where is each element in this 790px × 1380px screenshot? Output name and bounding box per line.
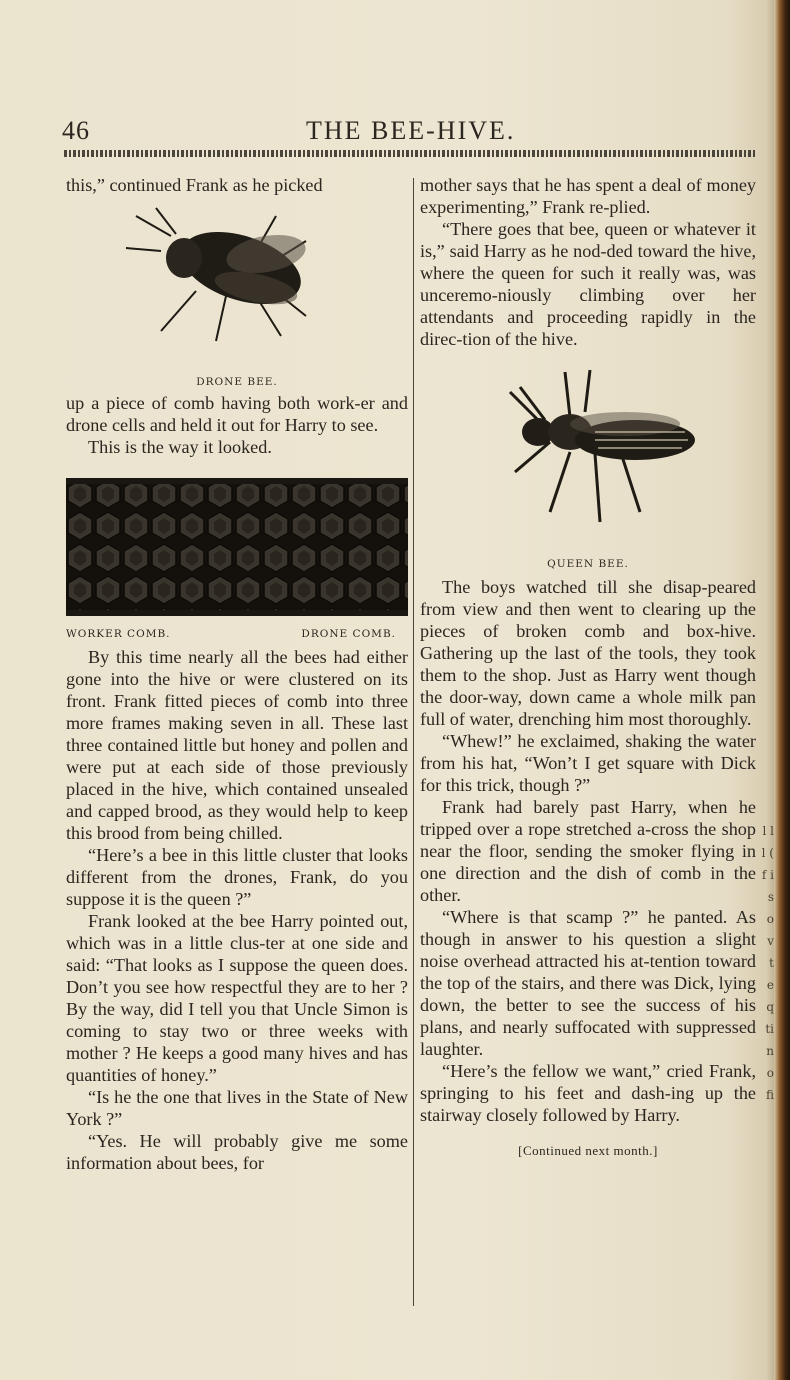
paragraph: Frank had barely past Harry, when he tripped over a rope stretched a-cross the shop near the floor, sending the smoker flying in one direction and the dish of comb in the other. — [420, 797, 756, 905]
paragraph: Frank looked at the bee Harry pointed out, which was in a little clus-ter at one side and said: “That looks as I suppose the queen does. Don’t you see how respectful they are to her ? By the way, did I tell you that Uncle Simon is coming to stay two or three weeks with mother ? He keeps a good many hives and has quantities of honey.” — [66, 911, 408, 1085]
worker-comb-caption: WORKER COMB. — [66, 628, 171, 640]
drone-bee-caption: DRONE BEE. — [196, 376, 278, 388]
paragraph: mother says that he has spent a deal of money experimenting,” Frank re-plied. — [420, 175, 756, 217]
paragraph: “Here’s a bee in this little cluster that looks different from the drones, Frank, do you suppose it is the queen ?” — [66, 845, 408, 909]
paragraph: This is the way it looked. — [88, 437, 272, 457]
queen-bee-caption: QUEEN BEE. — [547, 558, 629, 570]
column-divider — [413, 178, 414, 1306]
paragraph: “There goes that bee, queen or whatever it is,” said Harry as he nod-ded toward the hive, where the queen for such it really was, was unceremo-niously climbing over her attendants and proceeding rapidly in the direc-tion of the hive. — [420, 219, 756, 349]
paragraph: “Yes. He will probably give me some information about bees, for — [66, 1131, 408, 1173]
right-column — [420, 174, 756, 1162]
paragraph: “Whew!” he exclaimed, shaking the water from his hat, “Won’t I get square with Dick for this trick, though ?” — [420, 731, 756, 795]
paragraph: “Is he the one that lives in the State of New York ?” — [66, 1087, 408, 1129]
paragraph: “Here’s the fellow we want,” cried Frank, springing to his feet and dash-ing up the stairway closely followed by Harry. — [420, 1061, 756, 1125]
left-column — [66, 174, 408, 1174]
paragraph: up a piece of comb having both work-er and drone cells and held it out for Harry to see. — [66, 393, 408, 435]
paragraph: The boys watched till she disap-peared from view and then went to clearing up the pieces of broken comb and box-hive. Gathering up the last of the tools, they took them to the shop. Just as Harry went though the door-way, down came a whole milk pan full of water, drenching him most thoroughly. — [420, 577, 756, 729]
page-number: 46 — [62, 116, 90, 145]
continued-notice: [Continued next month.] — [518, 1143, 658, 1158]
comb-figure — [66, 478, 408, 646]
facing-page-edge-text: l l l ( f i s o v t e q ti n o fi — [761, 824, 774, 1102]
header-rule — [64, 150, 756, 157]
drone-bee-figure — [66, 196, 408, 392]
drone-bee-illustration — [66, 196, 408, 366]
drone-comb-caption: DRONE COMB. — [301, 628, 396, 640]
paragraph: this,” continued Frank as he picked — [66, 175, 323, 195]
comb-illustration — [66, 478, 408, 618]
paragraph: “Where is that scamp ?” he panted. As though in answer to his question a slight noise overhead attracted his at-tention toward the top of the stairs, and there was Dick, lying down, the better to see the success of his plans, and nearly suffocated with suppressed laughter. — [420, 907, 756, 1059]
book-binding — [774, 0, 790, 1380]
comb-captions — [66, 623, 408, 645]
paragraph: By this time nearly all the bees had either gone into the hive or were clustered on its front. Frank fitted pieces of comb into three more frames making seven in all. These last three contained little but honey and pollen and were put at each side of those previously placed in the hive, which contained unsealed and capped brood, as they would help to keep this brood from being chilled. — [66, 647, 408, 843]
running-head: THE BEE-HIVE. — [306, 116, 516, 145]
queen-bee-figure — [420, 362, 756, 576]
page-header — [62, 112, 762, 152]
queen-bee-illustration — [420, 362, 756, 548]
